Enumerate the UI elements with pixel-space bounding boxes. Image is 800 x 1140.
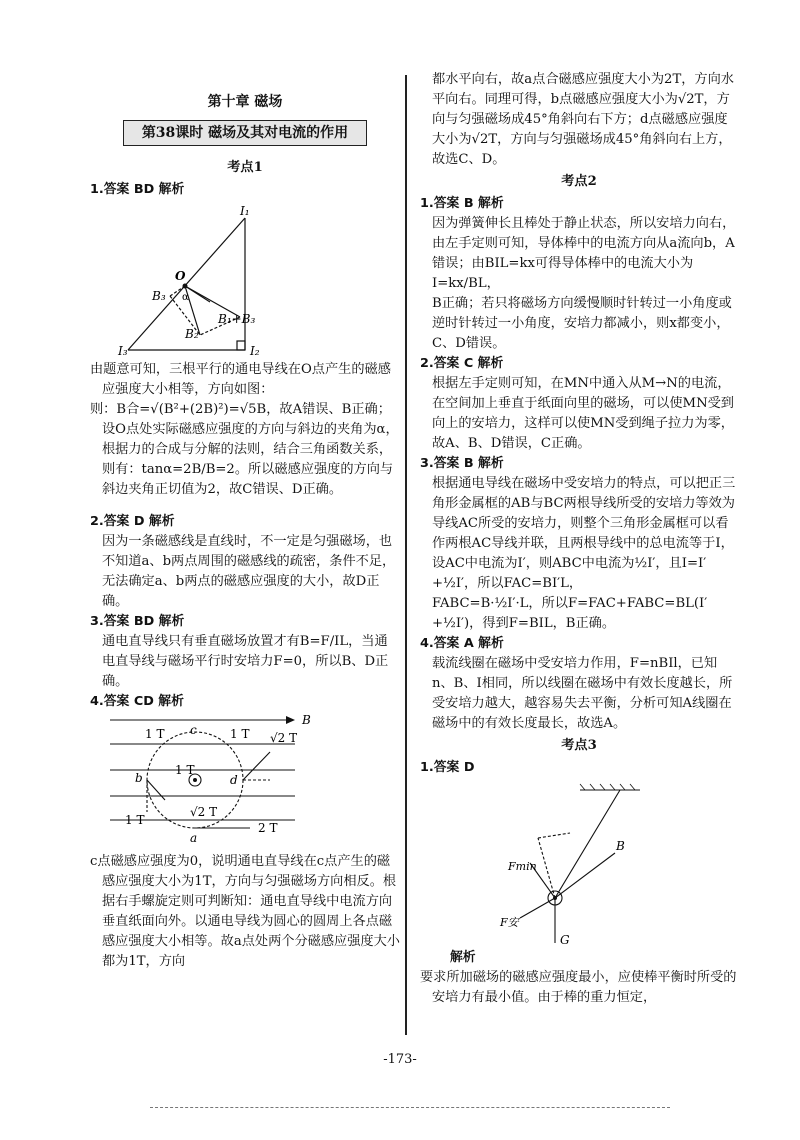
chapter-title: 第十章 磁场 [207,94,283,110]
page-number: -173- [383,1052,417,1067]
k2q4-text: 载流线圈在磁场中受安培力作用，F=nBIl，已知n、B、I相同，所以线圈在磁场中有效长度越长，所受安培力越大，越容易失去平衡，分析可知A线圈在磁场中的有效长度最长，故选A。 [432,656,733,731]
k2q4-answer-head: 4.答案 A 解析 [420,636,504,651]
q1-triangle-figure [90,200,400,360]
label-b1b3: B₁+B₃ [218,312,256,326]
q1-text-2: 则：B合=√(B²+(2B)²)=√5B，故A错误、B正确；设O点处实际磁感应强度的方向与斜边的夹角为α，根据力的合成与分解的法则，结合三角函数关系，则有：tanα=2B/B=2。所以磁感应强度的方向与斜边夹角正切值为2，故C错误、D正确。 [90,402,399,497]
label-b3: B₃ [152,289,166,303]
k2q1-text-1: 因为弹簧伸长且棒处于静止状态，所以安培力向右，由左手定则可知，导体棒中的电流方向从a流向b，A错误；由BIL=kx可得导体棒中的电流大小为I=kx/BL， [432,216,736,291]
label-i3: I₃ [118,344,128,358]
label-B: B [302,713,311,727]
k2q1-answer-head: 1.答案 B 解析 [420,196,504,211]
q1-answer-head: 1.答案 BD 解析 [90,182,185,197]
k2q3-text-2: FABC=B·½I′·L，所以F=FAC+FABC=BL(I′+½I′)，得到F=BIL，B正确。 [432,596,708,631]
q1-text-1: 由题意可知，三根平行的通电导线在O点产生的磁感应强度大小相等，方向如图： [90,362,391,397]
label-1t-b: 1 T [230,727,250,741]
k2q3-answer-head: 3.答案 B 解析 [420,456,504,471]
k3q1-answer-head: 1.答案 D [420,760,475,775]
label-alpha: α [182,292,189,303]
q4-text: c点磁感应强度为0，说明通电直导线在c点产生的磁感应强度大小为1T，方向与匀强磁场方向相反。根据右手螺旋定则可判断知：通电直导线中电流方向垂直纸面向外。以通电导线为圆心的圆周上各点磁感应强度大小相等。故a点处两个分磁感应强度大小都为1T，方向 [90,854,400,969]
label-o: O [175,269,186,283]
q2-answer-head: 2.答案 D 解析 [90,514,175,529]
k3q1-text: 要求所加磁场的磁感应强度最小，应使棒平衡时所受的安培力有最小值。由于棒的重力恒定， [420,970,737,1005]
label-b2: B₂ [185,327,199,341]
label-i1: I₁ [240,204,250,218]
label-1t-a: 1 T [145,727,165,741]
right-column [420,70,738,1008]
k2q2-text: 根据左手定则可知，在MN中通入从M→N的电流，在空间加上垂直于纸面向里的磁场，可以使MN受到向上的安培力，这样可以使MN受到绳子拉力为零，故A、B、D错误，C正确。 [432,376,734,451]
q3-text: 通电直导线只有垂直磁场放置才有B=F/IL，当通电直导线与磁场平行时安培力F=0，所以B、D正确。 [102,634,389,689]
left-column [90,70,400,972]
q3-answer-head: 3.答案 BD 解析 [90,614,185,629]
k3q1-rod-figure [420,778,738,948]
label-fmin: Fmin [508,860,537,873]
footer-divider [150,1107,670,1108]
label-B: B [616,839,625,853]
column-divider [405,75,407,1035]
label-1t-d: 1 T [125,813,145,827]
kaodian-1-heading: 考点1 [227,160,263,175]
q4-field-figure [90,712,400,852]
label-b: b [135,771,143,785]
kaodian-3-heading: 考点3 [561,738,597,753]
q4-continuation: 都水平向右，故a点合磁感应强度大小为2T，方向水平向右。同理可得，b点磁感应强度大小为√2T，方向与匀强磁场成45°角斜向右下方；d点磁感应强度大小为√2T，方向与匀强磁场成45°角斜向右上方，故选C、D。 [432,72,734,167]
label-2t: 2 T [258,821,278,835]
label-1t-c: 1 T [175,763,195,777]
k2q2-answer-head: 2.答案 C 解析 [420,356,504,371]
label-i2: I₂ [250,344,260,358]
kaodian-2-heading: 考点2 [561,174,597,189]
label-G: G [560,933,570,947]
label-d: d [230,773,238,787]
k3q1-jiexi-head: 解析 [450,950,476,965]
label-c: c [190,723,197,737]
label-sqrt2-b: √2 T [190,805,218,819]
label-sqrt2-a: √2 T [270,731,298,745]
label-fan: F安 [500,916,519,929]
label-a: a [190,831,198,845]
q4-answer-head: 4.答案 CD 解析 [90,694,184,709]
k2q3-text: 根据通电导线在磁场中受安培力的特点，可以把正三角形金属框的AB与BC两根导线所受的安培力等效为导线AC所受的安培力，则整个三角形金属框可以看作两根AC导线并联，且两根导线中的总电流等于I，设AC中电流为I′，则ABC中电流为½I′，且I=I′+½I′，所以FAC=BI′L， [432,476,736,591]
lesson-title: 第38课时 磁场及其对电流的作用 [123,120,367,146]
q2-text: 因为一条磁感线是直线时，不一定是匀强磁场，也不知道a、b两点周围的磁感线的疏密，条件不足，无法确定a、b两点的磁感应强度的大小，故D正确。 [102,534,396,609]
k2q1-text-2: B正确；若只将磁场方向缓慢顺时针转过一小角度或逆时针转过一小角度，安培力都减小，则x都变小，C、D错误。 [432,296,732,351]
